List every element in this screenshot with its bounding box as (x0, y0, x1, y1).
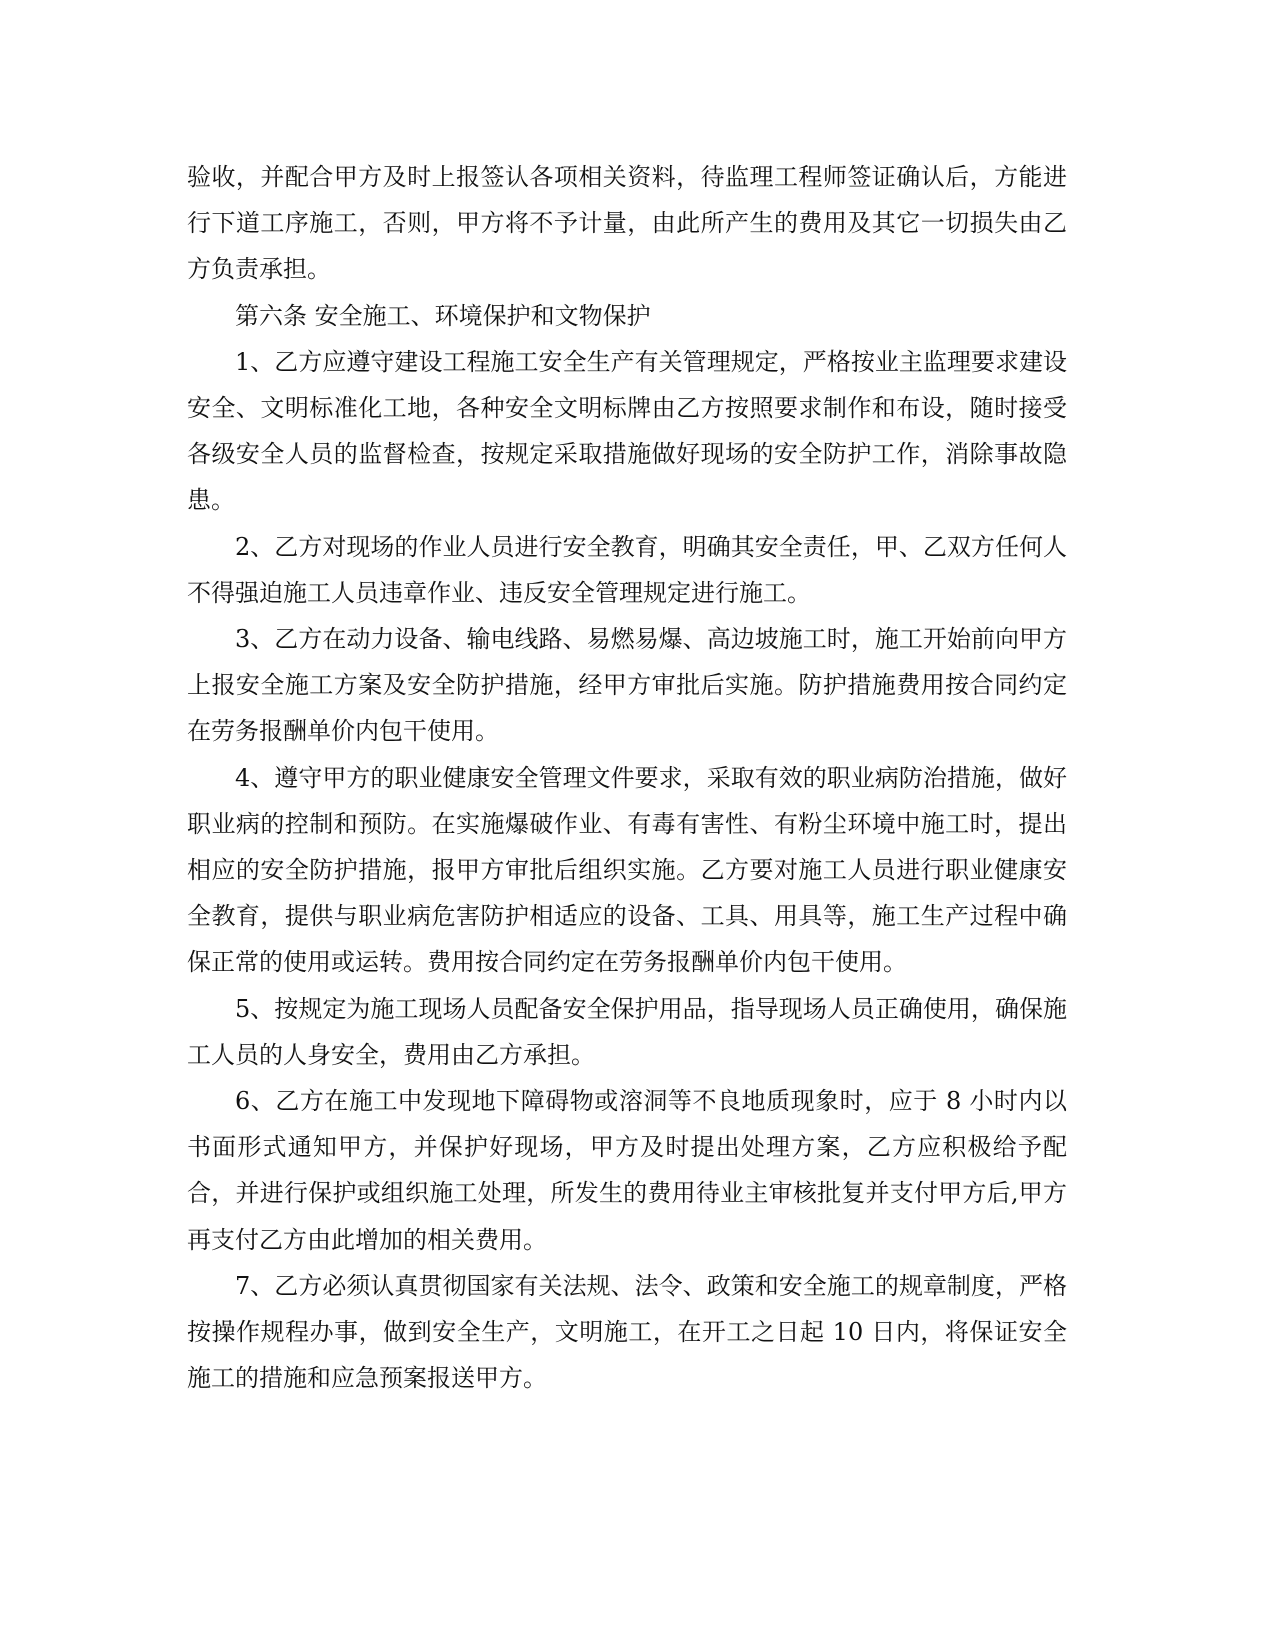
paragraph-item-2: 2、乙方对现场的作业人员进行安全教育，明确其安全责任，甲、乙双方任何人不得强迫施工人员违章作业、违反安全管理规定进行施工。 (187, 532, 1067, 607)
paragraph-item-3: 3、乙方在动力设备、输电线路、易燃易爆、高边坡施工时，施工开始前向甲方上报安全施工方案及安全防护措施，经甲方审批后实施。防护措施费用按合同约定在劳务报酬单价内包干使用。 (187, 625, 1067, 746)
section-heading-article-6: 第六条 安全施工、环境保护和文物保护 (235, 301, 651, 330)
paragraph-item-7: 7、乙方必须认真贯彻国家有关法规、法令、政策和安全施工的规章制度，严格按操作规程办事，做到安全生产，文明施工，在开工之日起 10 日内，将保证安全施工的措施和应急预案报送甲方。 (187, 1271, 1067, 1393)
document-body (187, 154, 1067, 1401)
paragraph-item-4: 4、遵守甲方的职业健康安全管理文件要求，采取有效的职业病防治措施，做好职业病的控制和预防。在实施爆破作业、有毒有害性、有粉尘环境中施工时，提出相应的安全防护措施，报甲方审批后组织实施。乙方要对施工人员进行职业健康安全教育，提供与职业病危害防护相适应的设备、工具、用具等，施工生产过程中确保正常的使用或运转。费用按合同约定在劳务报酬单价内包干使用。 (187, 763, 1067, 977)
paragraph-continuation: 验收，并配合甲方及时上报签认各项相关资料，待监理工程师签证确认后，方能进行下道工序施工，否则，甲方将不予计量，由此所产生的费用及其它一切损失由乙方负责承担。 (187, 163, 1067, 284)
paragraph-item-6: 6、乙方在施工中发现地下障碍物或溶洞等不良地质现象时，应于 8 小时内以书面形式通知甲方，并保护好现场，甲方及时提出处理方案，乙方应积极给予配合，并进行保护或组织施工处理，所发生的费用待业主审核批复并支付甲方后,甲方再支付乙方由此增加的相关费用。 (187, 1087, 1067, 1254)
paragraph-item-1: 1、乙方应遵守建设工程施工安全生产有关管理规定，严格按业主监理要求建设安全、文明标准化工地，各种安全文明标牌由乙方按照要求制作和布设，随时接受各级安全人员的监督检查，按规定采取措施做好现场的安全防护工作，消除事故隐患。 (187, 347, 1067, 515)
paragraph-item-5: 5、按规定为施工现场人员配备安全保护用品，指导现场人员正确使用，确保施工人员的人身安全，费用由乙方承担。 (187, 994, 1067, 1069)
